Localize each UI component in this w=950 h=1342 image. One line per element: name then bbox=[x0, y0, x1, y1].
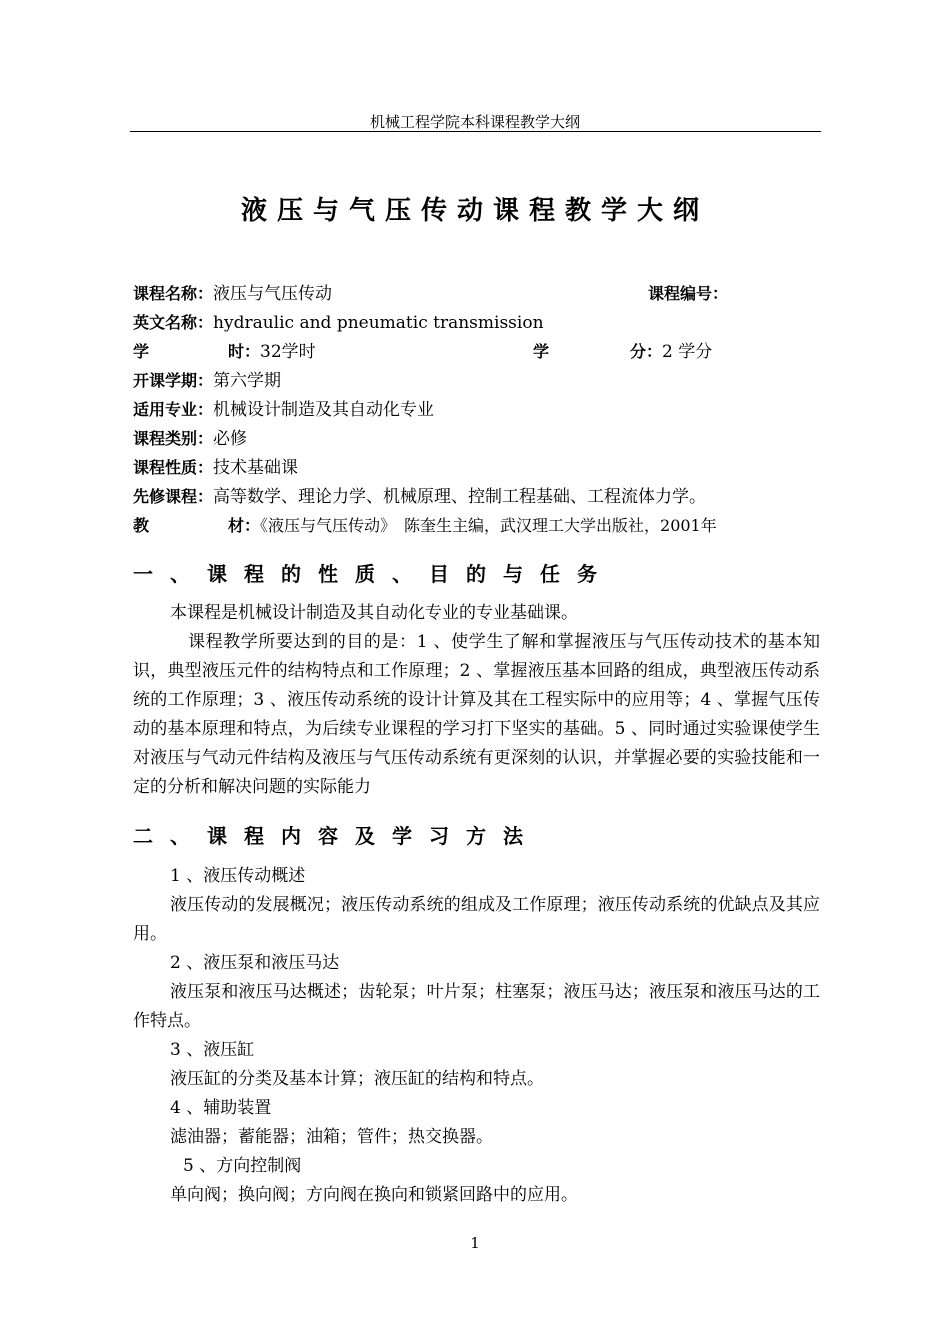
item2-body: 液压泵和液压马达概述；齿轮泵；叶片泵；柱塞泵；液压马达；液压泵和液压马达的工作特点。 bbox=[133, 982, 820, 1031]
credit-value-row bbox=[630, 341, 712, 363]
header-rule bbox=[130, 131, 821, 132]
major-label: 适用专业： bbox=[133, 400, 214, 419]
section2-heading: 二、课程内容及学习方法 bbox=[133, 824, 540, 848]
document-title: 液压与气压传动课程教学大纲 bbox=[240, 196, 709, 226]
item4-title: 4 、辅助装置 bbox=[170, 1098, 272, 1118]
course-code-row bbox=[648, 283, 728, 305]
nature-row bbox=[133, 457, 298, 479]
page-number: 1 bbox=[470, 1234, 480, 1252]
prereq-value: 高等数学、理论力学、机械原理、控制工程基础、工程流体力学。 bbox=[213, 487, 707, 507]
english-name-value: hydraulic and pneumatic transmission bbox=[213, 313, 544, 333]
semester-label: 开课学期： bbox=[133, 371, 214, 390]
hours-label-a: 学 bbox=[133, 342, 150, 361]
item3-title: 3 、液压缸 bbox=[170, 1040, 255, 1060]
textbook-label-a: 教 bbox=[133, 516, 150, 535]
textbook-row bbox=[133, 515, 149, 537]
major-row bbox=[133, 399, 434, 421]
hours-label-b: 时： bbox=[228, 342, 261, 361]
category-row bbox=[133, 428, 247, 450]
category-value: 必修 bbox=[213, 429, 248, 449]
credit-value: 2 学分 bbox=[662, 342, 713, 362]
item3-body: 液压缸的分类及基本计算；液压缸的结构和特点。 bbox=[170, 1069, 544, 1089]
course-code-label: 课程编号： bbox=[648, 284, 729, 303]
major-value: 机械设计制造及其自动化专业 bbox=[213, 400, 435, 420]
hours-value-row bbox=[228, 341, 316, 363]
category-label: 课程类别： bbox=[133, 429, 214, 448]
prereq-label: 先修课程： bbox=[133, 487, 214, 506]
credit-label-b: 分： bbox=[630, 342, 663, 361]
page-header: 机械工程学院本科课程教学大纲 bbox=[369, 113, 580, 131]
english-name-row bbox=[133, 312, 544, 334]
item5-title: 5 、方向控制阀 bbox=[183, 1156, 302, 1176]
semester-row bbox=[133, 370, 281, 392]
prereq-row bbox=[133, 486, 706, 508]
nature-value: 技术基础课 bbox=[213, 458, 299, 478]
textbook-value-row bbox=[228, 515, 717, 537]
english-name-label: 英文名称： bbox=[133, 313, 214, 332]
section1-heading: 一、课程的性质、目的与任务 bbox=[133, 562, 614, 586]
item1-body: 液压传动的发展概况；液压传动系统的组成及工作原理；液压传动系统的优缺点及其应用。 bbox=[133, 895, 820, 944]
semester-value: 第六学期 bbox=[213, 371, 282, 391]
credit-label-a: 学 bbox=[533, 342, 550, 361]
hours-value: 32学时 bbox=[260, 342, 316, 362]
item1-title: 1 、液压传动概述 bbox=[170, 866, 306, 886]
course-name-value: 液压与气压传动 bbox=[213, 284, 333, 304]
course-name-row bbox=[133, 283, 332, 305]
item5-body: 单向阀；换向阀；方向阀在换向和锁紧回路中的应用。 bbox=[170, 1185, 578, 1205]
textbook-value: 《液压与气压传动》 陈奎生主编，武汉理工大学出版社，2001年 bbox=[260, 516, 717, 535]
course-name-label: 课程名称： bbox=[133, 284, 214, 303]
section1-para1: 本课程是机械设计制造及其自动化专业的专业基础课。 bbox=[170, 603, 578, 623]
credit-row bbox=[533, 341, 549, 363]
item2-title: 2 、液压泵和液压马达 bbox=[170, 953, 340, 973]
textbook-label-b: 材： bbox=[228, 516, 261, 535]
section1-para2: 课程教学所要达到的目的是：1 、使学生了解和掌握液压与气压传动技术的基本知识，典型液压元件的结构特点和工作原理；2 、掌握液压基本回路的组成，典型液压传动系统的工作原理；3 、液压传动系统的设计计算及其在工程实际中的应用等；4 、掌握气压传动的基本原理和特点，为后续专业课程的学习打下坚实的基础。5 、同时通过实验课使学生对液压与气动元件结构及液压与气压传动系统有更深刻的认识，并掌握必要的实验技能和一定的分析和解决问题的实际能力 bbox=[133, 632, 820, 797]
item4-body: 滤油器；蓄能器；油箱；管件；热交换器。 bbox=[170, 1127, 493, 1147]
nature-label: 课程性质： bbox=[133, 458, 214, 477]
hours-row bbox=[133, 341, 149, 363]
